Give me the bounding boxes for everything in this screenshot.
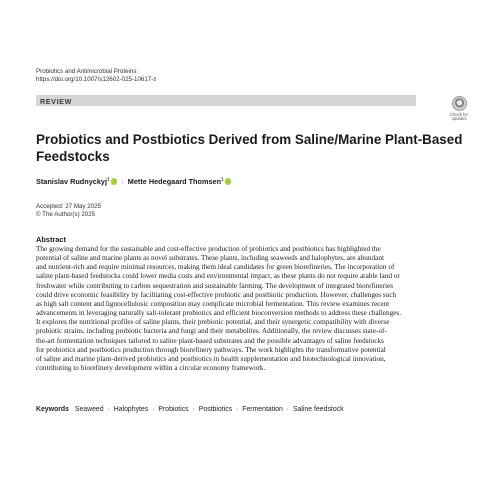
keyword: Saline feedstock xyxy=(292,406,344,413)
author-separator: · xyxy=(121,177,124,186)
author-list xyxy=(36,177,231,186)
abstract-line: of saline and marine plant-derived probiotics and postbiotics in health supplementation and biotechnological innovation, xyxy=(36,354,386,363)
keyword: Seaweed xyxy=(74,406,104,413)
abstract-line: saline plant-based feedstocks could lower media costs and environmental impact, as these plants do not require arable land or xyxy=(36,272,400,281)
abstract-line: The growing demand for the sustainable and cost-effective production of probiotics and postbiotics has highlighted the xyxy=(36,245,381,253)
orcid-icon[interactable] xyxy=(225,178,232,185)
author-name[interactable]: Stanislav Rudnyckyj xyxy=(36,177,107,186)
abstract-body xyxy=(36,245,482,373)
keyword: Probiotics xyxy=(158,406,189,413)
keyword-separator: · xyxy=(236,406,239,413)
keyword-separator: · xyxy=(152,406,155,413)
section-bar xyxy=(36,95,416,106)
abstract-line: potential of saline and marine plants as novel substrates. These plants, including seaweeds and halophytes, are abundant xyxy=(36,254,384,263)
abstract-line: freshwater while contributing to carbon sequestration and sustainable farming. The development of integrated biorefineries xyxy=(36,281,394,290)
keywords-label: Keywords xyxy=(36,406,69,413)
badge-line-2: updates xyxy=(451,116,467,122)
section-label: REVIEW xyxy=(40,96,72,106)
abstract-line: It explores the nutritional profiles of saline plants, their prebiotic potential, and their synergetic compatibility with diverse xyxy=(36,318,390,327)
affiliation-marker: 1 xyxy=(106,177,110,183)
abstract-line: could drive economic feasibility by facilitating cost-effective probiotic and postbiotic production. However, challenges such xyxy=(36,290,397,299)
badge-line-1: Check for xyxy=(450,111,468,117)
orcid-icon[interactable] xyxy=(111,178,118,185)
check-for-updates-icon xyxy=(452,96,467,111)
abstract-line: the-art fermentation techniques tailored to saline plant-based substrates and the possible advantages of saline feedstocks xyxy=(36,336,384,345)
check-for-updates-badge[interactable] xyxy=(446,96,472,122)
copyright-notice: © The Author(s) 2025 xyxy=(36,210,96,218)
abstract-line: for probiotics and postbiotics production through biorefinery pathways. The work highlights the transformative potential xyxy=(36,345,386,354)
author-name[interactable]: Mette Hedegaard Thomsen xyxy=(127,177,222,186)
doi-link[interactable]: https://doi.org/10.1007/s12602-025-10617-z xyxy=(36,76,157,83)
keywords-line xyxy=(36,406,344,413)
title-line: Probiotics and Postbiotics Derived from Saline/Marine Plant-Based xyxy=(36,132,463,147)
abstract-line: and nutrient-rich and require minimal resources, making them ideal candidates for green biorefineries. The incorporation of xyxy=(36,263,395,272)
title-line: Feedstocks xyxy=(36,148,110,164)
affiliation-marker: 1 xyxy=(221,177,224,183)
article-dates xyxy=(36,203,101,218)
keyword-separator: · xyxy=(286,406,290,413)
abstract-line: probiotic strains, including probiotic bacteria and fungi and their metabolites. Additionally, the review discusses state-of- xyxy=(36,327,387,336)
article-title xyxy=(36,132,463,166)
keyword: Postbiotics xyxy=(198,406,233,413)
keyword: Halophytes xyxy=(113,406,149,413)
keyword-separator: · xyxy=(192,406,195,413)
accepted-date: Accepted: 27 May 2025 xyxy=(36,203,102,210)
abstract-line: as high salt content and lignocellulosic composition may complicate microbial fermentation. This review examines recent xyxy=(36,299,390,308)
journal-name: Probiotics and Antimicrobial Proteins xyxy=(36,68,137,75)
keyword-separator: · xyxy=(107,406,110,413)
abstract-heading: Abstract xyxy=(36,235,66,244)
abstract-line: advancements in leveraging naturally salt-tolerant probiotics and efficient bioconversion methods to address these challenges. xyxy=(36,309,402,318)
journal-info xyxy=(36,68,156,84)
keyword: Fermentation xyxy=(242,406,283,413)
abstract-line: contributing to biorefinery development within a circular economy framework. xyxy=(36,364,266,373)
